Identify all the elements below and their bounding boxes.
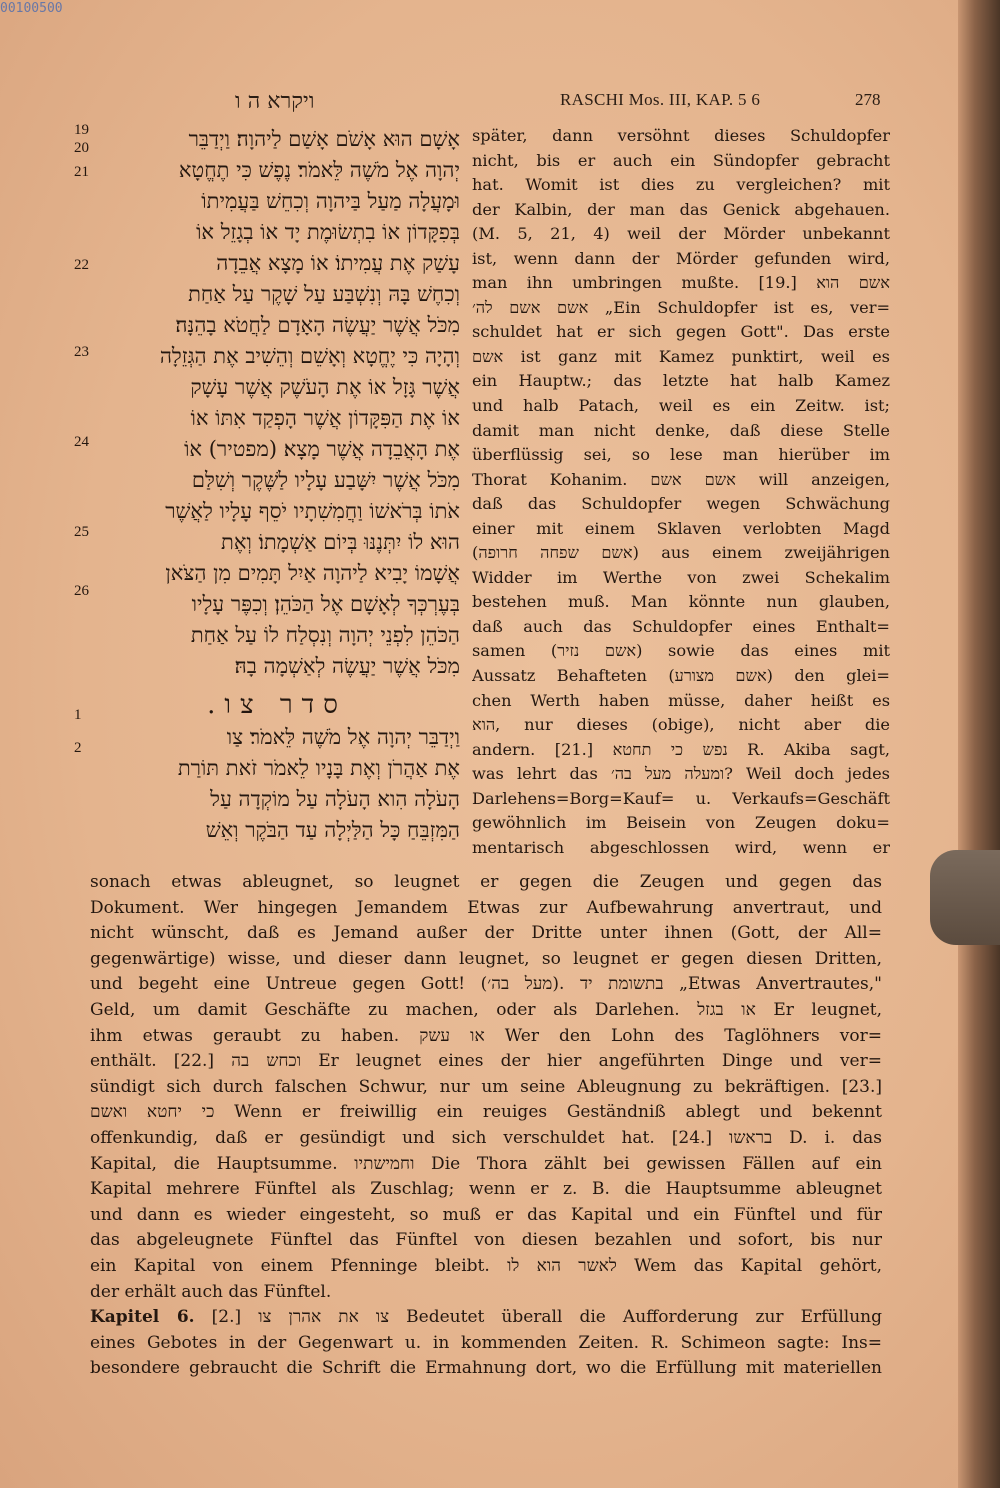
commentary-line: Dokument. Wer hingegen Jemandem Etwas zur Aufbewahrung anvertraut, und [90,897,882,918]
hebrew-line: יְהוָה אֶל מֹשֶׁה לֵּאמֹר׃ נֶפֶשׁ כִּי תֶחֱטָא [178,158,460,182]
hebrew-line: מִכֹּל אֲשֶׁר יִשָּׁבַע עָלָיו לַשֶּׁקֶר וְשִׁלַּם [191,468,460,492]
commentary-line: überflüssig sei, so lese man hierüber im [472,445,890,465]
commentary-line: und begeht eine Untreue gegen Gott! (מעל בה׳). בתשומת יד „Etwas Anvertrautes," [90,974,882,995]
commentary-line: was lehrt das ומעלה מעל בה׳? Weil doch jedes [472,764,890,784]
commentary-line: Aussatz Behafteten (אשם מצורע) den glei= [472,666,890,686]
commentary-line: Kapital, die Hauptsumme. וחמישתיו Die Thora zählt bei gewissen Fällen auf ein [90,1153,882,1174]
page-header [0,88,930,116]
commentary-line: sonach etwas ableugnet, so leugnet er gegen die Zeugen und gegen das [90,872,882,892]
hebrew-line: הָעֹלָה הִוא הָעֹלָה עַל מוֹקְדָה עַל [210,787,460,811]
chapter-line [90,1305,882,1331]
commentary-line: mentarisch abgeschlossen wird, wenn er [472,837,890,857]
verse-number: 2 [74,740,82,756]
commentary-line: אשם ist ganz mit Kamez punktirt, weil es [472,346,890,366]
verse-number: 1 [74,707,82,723]
commentary-line: gewöhnlich im Beisein von Zeugen doku= [472,813,890,833]
commentary-line: gegenwärtige) wisse, und dieser dann leugnet, so leugnet er gegen diesen Dritten, [90,948,882,969]
commentary-line: כי יחטא ואשם Wenn er freiwillig ein reuiges Geständniß ablegt und bekennt [90,1102,882,1123]
verse-number: 24 [74,434,89,450]
hebrew-line: אֲשֶׁר גָּזָל אוֹ אֶת הָעֹשֶׁק אֲשֶׁר עָשָׁק [190,375,460,399]
hebrew-line: הוּא לוֹ יִתְּנֶנּוּ בְּיוֹם אַשְׁמָתוֹ׃ וְאֶת [221,530,460,554]
commentary-line: das abgeleugnete Fünftel das Fünftel von diesen bezahlen und sofort, bis nur [90,1230,882,1251]
verse-number: 20 [74,140,89,156]
commentary-line: nicht wünscht, daß es Jemand außer der Dritte unter ihnen (Gott, der All= [90,923,882,944]
hebrew-line: וַיְדַבֵּר יְהוָה אֶל מֹשֶׁה לֵּאמֹר׃ צַו [226,725,460,749]
commentary-line: chen Werth haben müsse, daher heißt es [472,690,890,710]
hebrew-line: אָשָׁם הוּא אָשֹׁם אָשַׁם לַיהוָה׃ וַיְדַבֵּר [188,127,460,151]
hebrew-line: בְּעֶרְכְּךָ לְאָשָׁם אֶל הַכֹּהֵן׃ וְכִפֶּר עָלָיו [191,592,460,616]
commentary-line: der Kalbin, der man das Genick abgehauen. [472,199,890,219]
commentary-line: eines Gebotes in der Gegenwart u. in kommenden Zeiten. R. Schimeon sagte: Ins= [90,1332,882,1353]
commentary-line: schuldet hat er sich gegen Gott". Das erste [472,322,890,342]
verse-number: 26 [74,583,89,599]
commentary-line: (אשם שפחה חרופה) aus einem zweijährigen [472,543,890,563]
hebrew-line: אֶת הָאֲבֵדָה אֲשֶׁר מָצָא׃ (מפטיר) אוֹ [184,437,460,461]
commentary-line: man ihn umbringen mußte. [19.] אשם הוא [472,273,890,293]
verse-number: 23 [74,344,89,360]
commentary-line: andern. [21.] נפש כי תחטא R. Akiba sagt, [472,739,890,759]
commentary-line: später, dann versöhnt dieses Schuldopfer [472,126,890,145]
commentary-line: Geld, um damit Geschäfte zu machen, oder als Darlehen. או בגזל Er leugnet, [90,999,882,1020]
german-commentary-column [472,124,890,860]
hebrew-line: הַמִּזְבֵּחַ כָּל הַלַּיְלָה עַד הַבֹּקֶר וְאֵשׁ [205,818,460,842]
hebrew-line: וְהָיָה כִּי יֶחֱטָא וְאָשֵׁם וְהֵשִׁיב אֶת הַגְּזֵלָה [159,344,460,368]
commentary-line: besondere gebraucht die Schrift die Ermahnung dort, wo die Erfüllung mit materiellen [90,1358,882,1379]
commentary-line: אשם אשם לה׳ „Ein Schuldopfer ist es, ver= [472,297,890,317]
hebrew-text-column [94,124,460,682]
verse-number: 21 [74,164,89,180]
verse-number: 25 [74,524,89,540]
commentary-line: daß das Schuldopfer wegen Schwächung [472,494,890,514]
commentary-line: enthält. [22.] וכחש בה Er leugnet eines der hier angeführten Dinge und ver= [90,1051,882,1072]
commentary-line: Widder im Werthe von zwei Schekalim [472,567,890,587]
commentary-line: samen (אשם נזיר) sowie das eines mit [472,641,890,661]
hebrew-line: וּמָעֲלָה מַעַל בַּיהוָה וְכִחֵשׁ בַּעֲמִיתוֹ [201,189,460,213]
commentary-line: הוא, nur dieses (obige), nicht aber die [472,715,890,735]
hebrew-running-title: ויקרא ה ו [235,89,315,114]
commentary-line: (M. 5, 21, 4) weil der Mörder unbekannt [472,224,890,244]
commentary-line: daß auch das Schuldopfer eines Enthalt= [472,616,890,636]
commentary-line: bestehen muß. Man könnte nun glauben, [472,592,890,612]
hebrew-line: עָשַׁק אֶת עֲמִיתוֹ׃ אוֹ מָצָא אֲבֵדָה [216,251,460,275]
commentary-line: nicht, bis er auch ein Sündopfer gebracht [472,150,890,170]
commentary-line: und dann es wieder eingesteht, so muß er das Kapital und ein Fünftel und für [90,1204,882,1225]
hebrew-line: אוֹ אֶת הַפִּקָּדוֹן אֲשֶׁר הָפְקַד אִתּוֹ אוֹ [190,406,460,430]
running-title: RASCHI Mos. III, KAP. 5 6 [560,90,761,109]
hebrew-line: וְכִחֶשׁ בָּהּ וְנִשְׁבַּע עַל שָׁקֶר עַל אַחַת [188,282,460,306]
commentary-line: einer mit einem Sklaven verlobten Magd [472,518,890,538]
hebrew-line: מִכֹּל אֲשֶׁר יַעֲשֶׂה לְאַשְׁמָה בָהּ׃ [234,654,460,678]
chapter-label: Kapitel 6. [90,1307,195,1328]
hebrew-line: הַכֹּהֵן לִפְנֵי יְהוָה וְנִסְלַח לוֹ עַל אַחַת [190,623,460,647]
commentary-line: Thorat Kohanim. אשם אשם will anzeigen, [472,469,890,489]
chapter-text: [2.] צו את אהרן צו Bedeutet überall die Aufforderung zur Erfüllung [194,1307,882,1328]
commentary-line: und halb Patach, weil es ein Zeitw. ist; [472,396,890,416]
book-spine-edge [958,0,1000,1488]
sedra-heading: סדר צו. [207,690,347,720]
hebrew-line: אֲשָׁמוֹ יָבִיא לַיהוָה אַיִל תָּמִים מִן הַצֹּאן [165,561,460,585]
commentary-line: ein Hauptw.; das letzte hat halb Kamez [472,371,890,391]
page-number: 278 [855,90,881,109]
bookmark-tab[interactable] [930,850,1000,945]
commentary-line: sündigt sich durch falschen Schwur, nur um seine Ableugnung zu bekräftigen. [23.] [90,1076,882,1097]
commentary-line: ein Kapital von einem Pfenninge bleibt. לאשר הוא לו Wem das Kapital gehört, [90,1255,882,1276]
commentary-line: damit man nicht denke, daß diese Stelle [472,420,890,440]
hebrew-line: בְּפִקָּדוֹן אוֹ בִתְשׂוּמֶת יָד אוֹ בְגָזֵל אוֹ [196,220,460,244]
commentary-line: offenkundig, daß er gesündigt und sich verschuldet hat. [24.] בראשו D. i. das [90,1127,882,1148]
hebrew-line: מִכֹּל אֲשֶׁר יַעֲשֶׂה הָאָדָם לַחֲטֹא בָהֵנָּה׃ [175,313,460,337]
commentary-line: Darlehens=Borg=Kauf= u. Verkaufs=Geschäft [472,788,890,808]
hebrew-line: אֹתוֹ בְּרֹאשׁוֹ וַחֲמִשִׁתָיו יֹסֵף עָלָיו לַאֲשֶׁר [165,499,460,523]
commentary-line: hat. Womit ist dies zu vergleichen? mit [472,175,890,195]
hebrew-line: אֶת אַהֲרֹן וְאֶת בָּנָיו לֵאמֹר זֹאת תּוֹרַת [177,756,460,780]
verse-number: 19 [74,122,89,138]
verse-number: 22 [74,257,89,273]
archive-stamp: 00100500 [0,1,63,16]
full-width-commentary [90,870,882,1382]
commentary-line: Kapital mehrere Fünftel als Zuschlag; wenn er z. B. die Hauptsumme ableugnet [90,1179,882,1200]
commentary-line: der erhält auch das Fünftel. [90,1281,332,1302]
commentary-line: ihm etwas geraubt zu haben. או עשק Wer den Lohn des Taglöhners vor= [90,1025,882,1046]
hebrew-text-column-2 [94,722,460,846]
commentary-line: ist, wenn dann der Mörder gefunden wird, [472,248,890,268]
